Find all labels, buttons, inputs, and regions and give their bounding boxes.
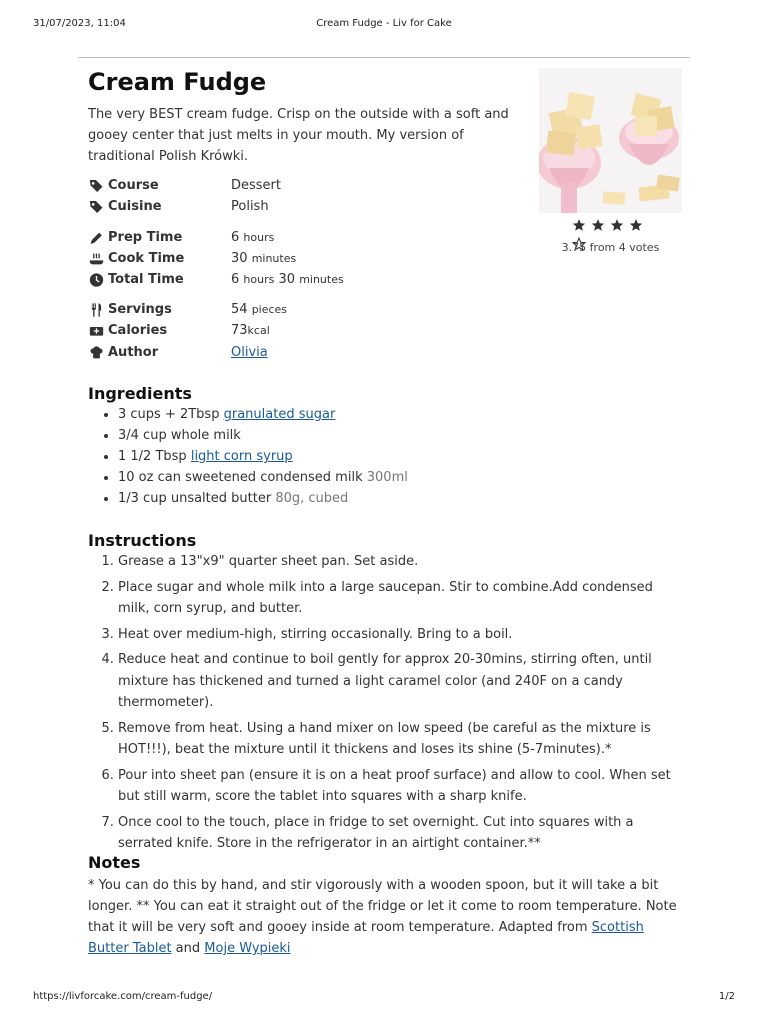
- calories-value: 73: [231, 323, 248, 338]
- meta-label: Author: [108, 345, 159, 360]
- meta-cook-time: [88, 249, 528, 269]
- recipe-summary: The very BEST cream fudge. Crisp on the outside with a soft and gooey center that just melts in your mouth. My version of traditional Polish Krówki.: [88, 107, 509, 164]
- instruction-step: 6. Pour into sheet pan (ensure it is on a heat proof surface) and allow to cool. When set but still warm, score the tablet into squares with a sharp knife.: [118, 765, 684, 808]
- notes-connector: and: [171, 941, 205, 956]
- chef-hat-icon: [88, 345, 105, 361]
- notes-text: [88, 875, 684, 959]
- ingredients-list: [88, 404, 678, 509]
- ingredient-name: sweetened condensed milk: [185, 470, 363, 485]
- meta-course: [88, 176, 528, 196]
- star-filled-icon[interactable]: [629, 218, 643, 232]
- servings-value: 54: [231, 302, 248, 317]
- instructions-list: [88, 551, 684, 859]
- star-filled-icon[interactable]: [610, 218, 624, 232]
- ingredients-heading: Ingredients: [88, 384, 192, 403]
- meta-label: Servings: [108, 302, 172, 317]
- print-datetime: 31/07/2023, 11:04: [33, 18, 126, 29]
- ingredient-item: [118, 446, 678, 467]
- meta-label: Total Time: [108, 272, 184, 287]
- notes-heading: Notes: [88, 853, 141, 872]
- author-link[interactable]: Olivia: [231, 345, 268, 360]
- meta-label: Course: [108, 178, 159, 193]
- calories-icon: [88, 323, 105, 339]
- meta-total-time: [88, 270, 528, 290]
- instruction-step: 4. Reduce heat and continue to boil gently for approx 20-30mins, stirring often, until mixture has thickened and turned a light caramel color (and 240F on a candy thermometer).: [118, 649, 684, 714]
- meta-value: [231, 272, 344, 287]
- servings-unit: pieces: [251, 303, 288, 316]
- notes-body: * You can do this by hand, and stir vigorously with a wooden spoon, but it will take a bit longer. ** You can eat it straight out of the fridge or let it come to room temperature. Note that it will be very soft and gooey inside at room temperature. Adapted from: [88, 878, 677, 935]
- meta-value: Polish: [231, 199, 269, 214]
- meta-value: [231, 230, 274, 245]
- instructions-heading: Instructions: [88, 531, 197, 550]
- clock-icon: [88, 272, 105, 288]
- ingredient-amount: 3 cups + 2Tbsp: [118, 407, 220, 422]
- cutlery-icon: [88, 302, 105, 318]
- meta-label: Cook Time: [108, 251, 185, 266]
- calories-unit: kcal: [247, 324, 270, 337]
- time-value: 6: [231, 230, 240, 245]
- meta-author: [88, 343, 528, 363]
- meta-value: [231, 302, 287, 317]
- ingredient-amount: 1 1/2 Tbsp: [118, 449, 187, 464]
- time-unit: minutes: [299, 273, 344, 286]
- meta-label: Cuisine: [108, 199, 162, 214]
- fudge-photo-image: [539, 68, 682, 213]
- meta-value: [231, 323, 270, 338]
- time-unit: hours: [243, 273, 275, 286]
- star-filled-icon[interactable]: [572, 218, 586, 232]
- pan-icon: [88, 251, 105, 267]
- time-value: 6: [231, 272, 240, 287]
- ingredient-note: 80g, cubed: [275, 491, 349, 506]
- rating-summary: 3.75 from 4 votes: [561, 241, 660, 254]
- tag-icon: [88, 199, 105, 215]
- ingredient-item: [118, 404, 678, 425]
- ingredient-name: whole milk: [170, 428, 241, 443]
- instruction-step: 7. Once cool to the touch, place in fridge to set overnight. Cut into squares with a serrated knife. Store in the refrigerator in an airtight container.**: [118, 812, 684, 855]
- print-header: [0, 18, 768, 32]
- instruction-step: 5. Remove from heat. Using a hand mixer on low speed (be careful as the mixture is HOT!!!), beat the mixture until it thickens and loses its shine (5-7minutes).*: [118, 718, 684, 761]
- rating-stars[interactable]: [572, 217, 650, 235]
- meta-value: [231, 251, 296, 266]
- ingredient-note: 300ml: [366, 470, 408, 485]
- recipe-title: Cream Fudge: [88, 68, 267, 96]
- notes-link-scottish-butter-tablet[interactable]: Scottish Butter Tablet: [88, 920, 644, 956]
- meta-servings: [88, 300, 528, 320]
- ingredient-link-light-corn-syrup[interactable]: light corn syrup: [190, 449, 293, 464]
- ingredient-item: [118, 467, 678, 488]
- print-page-number: 1/2: [718, 991, 735, 1002]
- instruction-step: 3. Heat over medium-high, stirring occasionally. Bring to a boil.: [118, 624, 684, 646]
- time-unit: minutes: [251, 252, 297, 265]
- notes-link-moje-wypieki[interactable]: Moje Wypieki: [204, 941, 291, 956]
- top-divider: [78, 57, 690, 58]
- meta-label: Calories: [108, 323, 168, 338]
- meta-value: Dessert: [231, 178, 281, 193]
- ingredient-link-granulated-sugar[interactable]: granulated sugar: [223, 407, 336, 422]
- star-filled-icon[interactable]: [591, 218, 605, 232]
- time-value: 30: [278, 272, 296, 287]
- ingredient-amount: 1/3 cup: [118, 491, 167, 506]
- recipe-photo: [539, 68, 682, 213]
- print-footer: [0, 991, 768, 1005]
- instruction-step: 2. Place sugar and whole milk into a large saucepan. Stir to combine.Add condensed milk, corn syrup, and butter.: [118, 577, 684, 620]
- time-value: 30: [231, 251, 248, 266]
- print-url: https://livforcake.com/cream-fudge/: [33, 991, 213, 1002]
- time-unit: hours: [243, 231, 275, 244]
- ingredient-amount: 10 oz can: [118, 470, 181, 485]
- ingredient-item: [118, 488, 678, 509]
- instruction-step: 1. Grease a 13"x9" quarter sheet pan. Set aside.: [118, 551, 684, 573]
- ingredient-amount: 3/4 cup: [118, 428, 167, 443]
- ingredient-name: unsalted butter: [170, 491, 272, 506]
- meta-prep-time: [88, 228, 528, 248]
- pencil-icon: [88, 230, 105, 246]
- print-page-title: Cream Fudge - Liv for Cake: [316, 18, 452, 29]
- meta-label: Prep Time: [108, 230, 183, 245]
- meta-cuisine: [88, 197, 528, 217]
- meta-calories: [88, 321, 528, 341]
- tag-icon: [88, 178, 105, 194]
- ingredient-item: [118, 425, 678, 446]
